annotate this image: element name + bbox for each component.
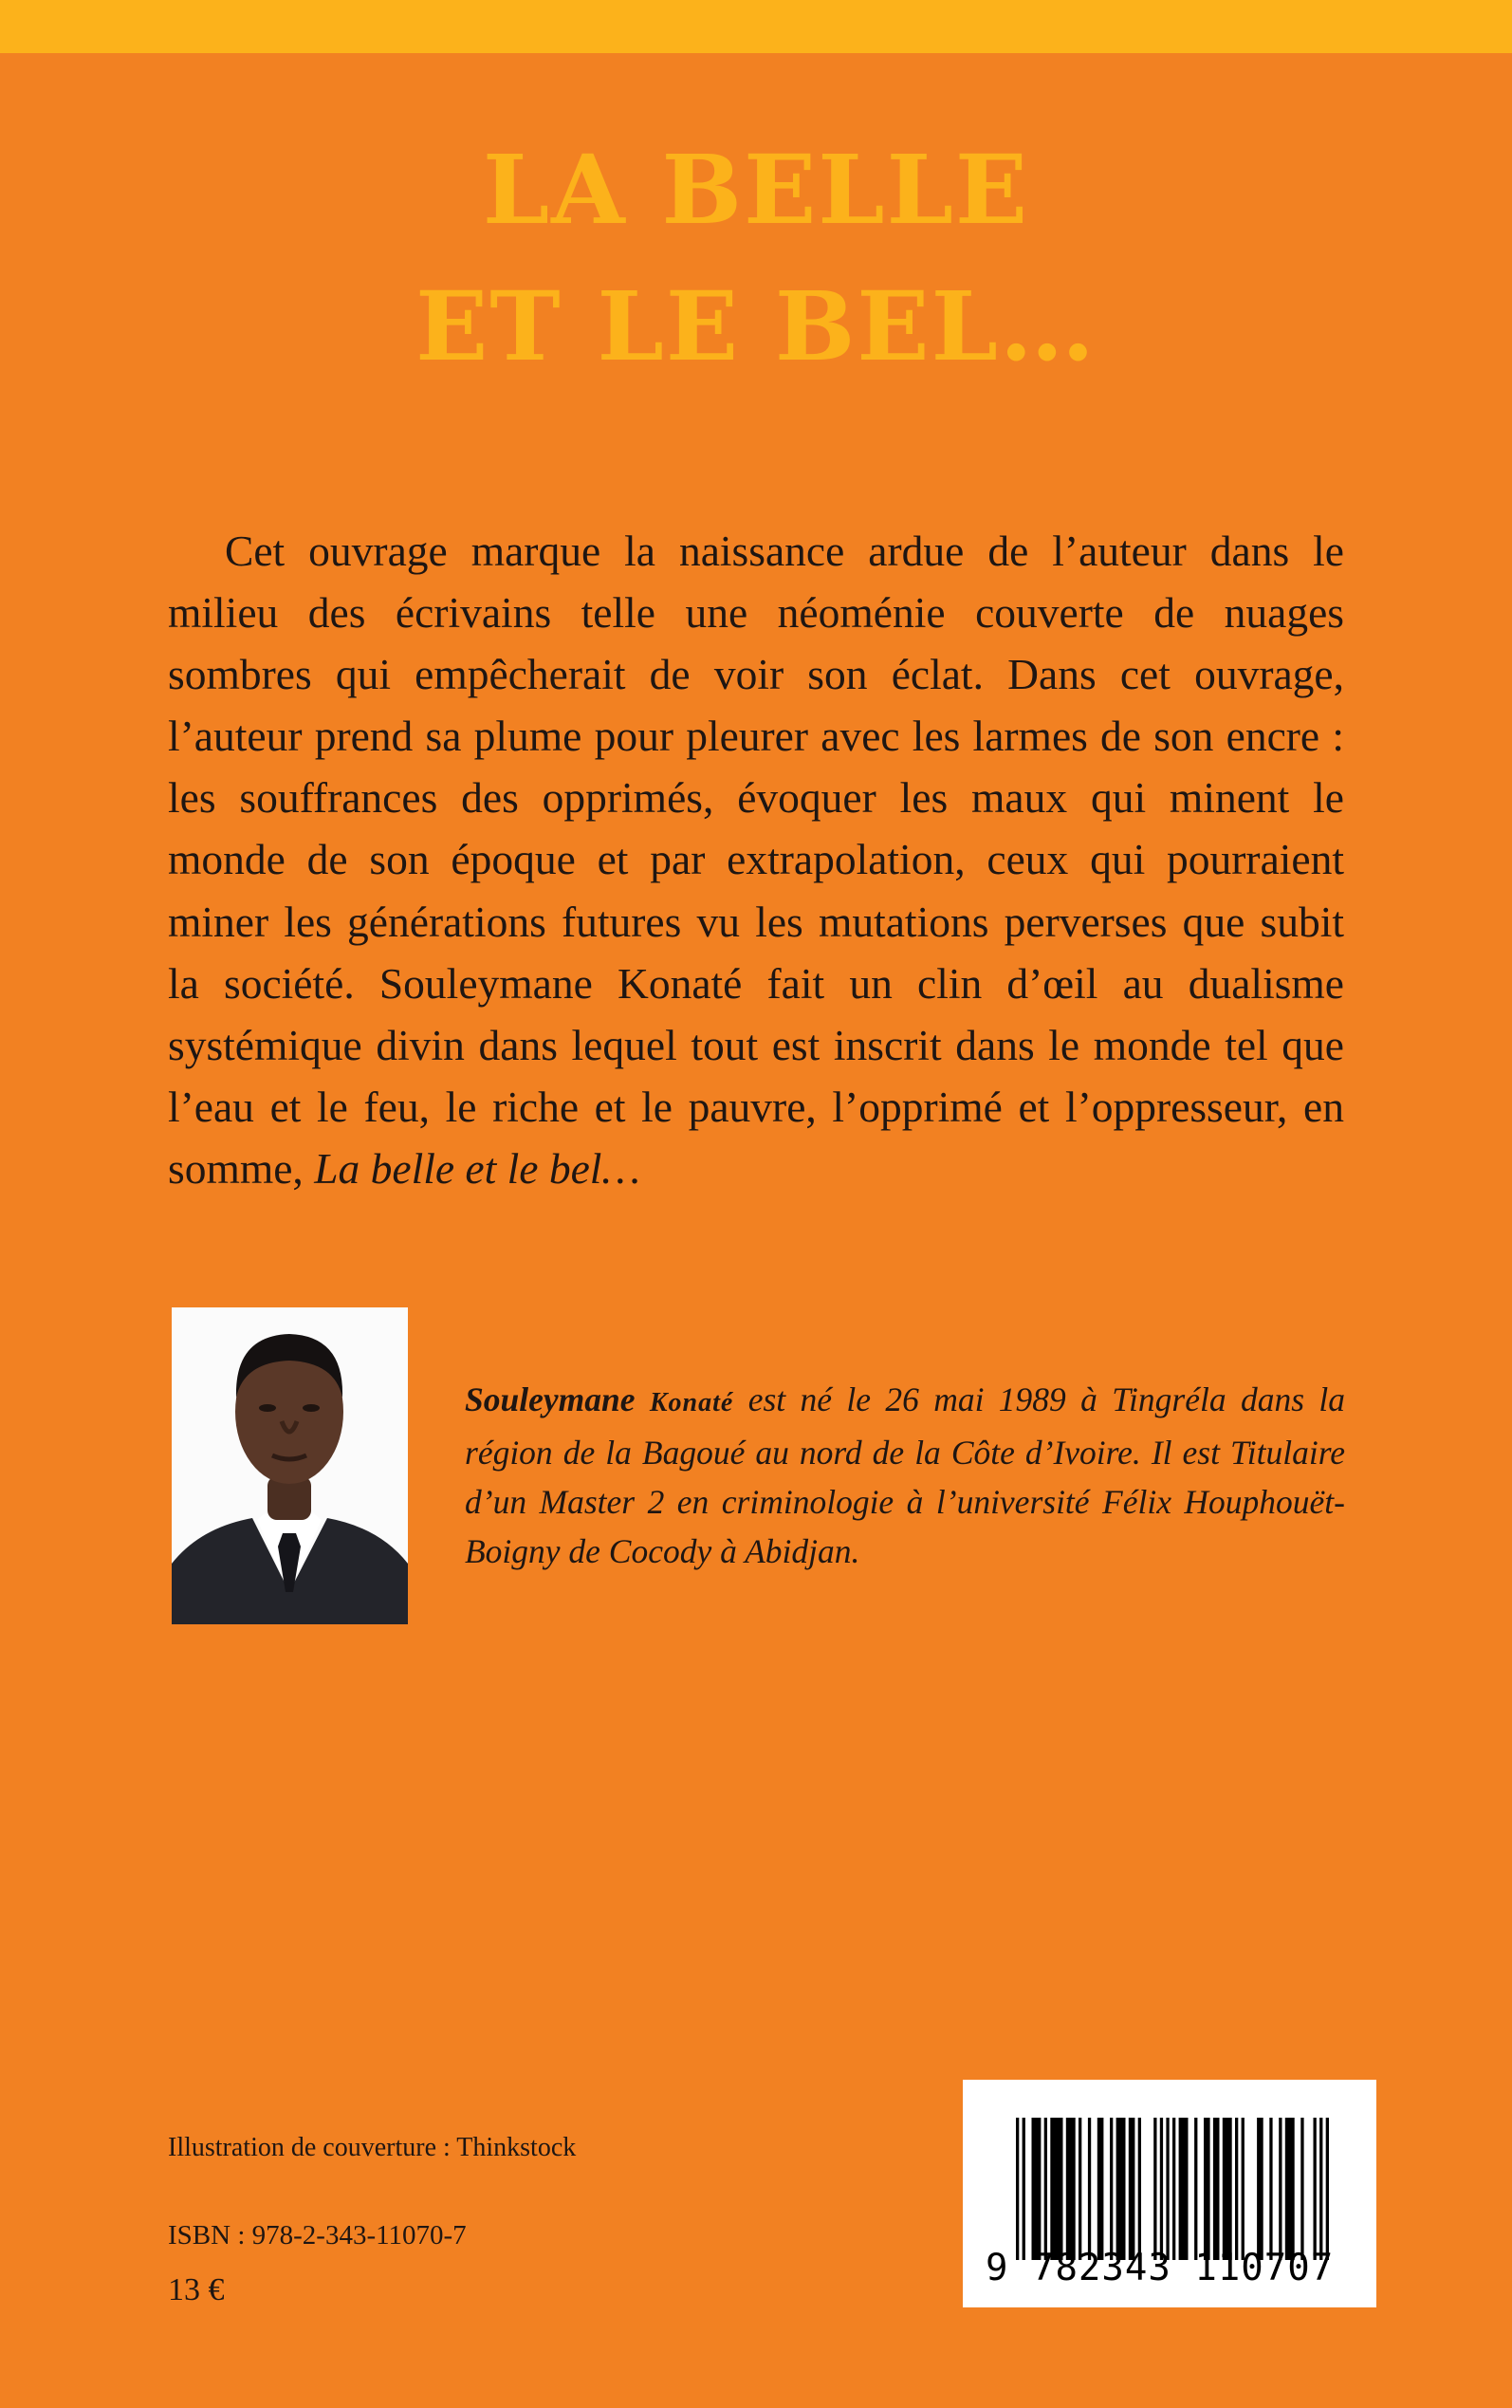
- author-bio-text: est né le 26 mai 1989 à Tingréla dans la région de la Bagoué au nord de la Côte d’Ivoire. Il est Titulaire d’un Master 2 en criminologie à l’université Félix Houphouët-Boigny de Cocody à Abidjan.: [465, 1380, 1346, 1570]
- barcode-bar: [1138, 2118, 1141, 2260]
- barcode-bar: [1116, 2118, 1126, 2260]
- isbn: ISBN : 978-2-343-11070-7: [168, 2220, 467, 2251]
- barcode-bar: [1179, 2118, 1189, 2260]
- barcode-bar: [1314, 2118, 1317, 2260]
- price: 13 €: [168, 2272, 225, 2307]
- book-blurb: [168, 520, 1344, 1199]
- barcode-bar: [1319, 2118, 1322, 2260]
- book-title-line-1: LA BELLE: [482, 134, 1030, 246]
- barcode-bars: [1016, 2118, 1329, 2260]
- barcode-bar: [1110, 2118, 1113, 2260]
- barcode-bar: [1204, 2118, 1210, 2260]
- author-bio: [465, 1375, 1345, 1576]
- barcode-bar: [1326, 2118, 1329, 2260]
- barcode-bar: [1194, 2118, 1197, 2260]
- barcode-bar: [1213, 2118, 1220, 2260]
- author-first-name: Souleymane: [465, 1380, 636, 1418]
- barcode-bar: [1066, 2118, 1076, 2260]
- barcode-bar: [1160, 2118, 1163, 2260]
- author-photo: [172, 1307, 408, 1624]
- barcode-bar: [1300, 2118, 1303, 2260]
- barcode-bar: [1032, 2118, 1042, 2260]
- barcode-bar: [1153, 2118, 1156, 2260]
- barcode-bar: [1016, 2118, 1019, 2260]
- barcode-bar: [1050, 2118, 1062, 2260]
- barcode-bar: [1166, 2118, 1169, 2260]
- blurb-title-reference: La belle et le bel…: [314, 1143, 640, 1193]
- top-color-strip: [0, 0, 1512, 53]
- author-name: [465, 1380, 733, 1418]
- author-last-name: Konaté: [649, 1388, 734, 1417]
- barcode-bar: [1257, 2118, 1263, 2260]
- book-title-line-2: ET LE BEL…: [415, 270, 1097, 382]
- barcode-bar: [1285, 2118, 1295, 2260]
- book-title: [0, 121, 1512, 395]
- blurb-text: Cet ouvrage marque la naissance ardue de l’auteur dans le milieu des écrivains telle une néoménie couverte de nuages sombres qui empêcherait de voir son éclat. Dans cet ouvrage, l’auteur prend sa plume pour pleurer avec les larmes de son encre : les souffrances des opprimés, évoquer les maux qui minent le monde de son époque et par extrapolation, ceux qui pourraient miner les générations futures vu les mutations perverses que subit la société. Souleymane Konaté fait un clin d’œil au dualisme systémique divin dans lequel tout est inscrit dans le monde tel que l’eau et le feu, le riche et le pauvre, l’opprimé et l’oppresseur, en somme,: [168, 527, 1344, 1193]
- barcode-bar: [1235, 2118, 1238, 2260]
- barcode-bar: [1097, 2118, 1104, 2260]
- barcode: [963, 2080, 1376, 2307]
- barcode-bar: [1242, 2118, 1245, 2260]
- barcode-bar: [1269, 2118, 1272, 2260]
- barcode-bar: [1223, 2118, 1232, 2260]
- barcode-bar: [1088, 2118, 1091, 2260]
- barcode-bar: [1079, 2118, 1081, 2260]
- barcode-bar: [1129, 2118, 1135, 2260]
- barcode-bar: [1044, 2118, 1047, 2260]
- barcode-bar: [1279, 2118, 1282, 2260]
- barcode-digits: 9 782343 110707: [986, 2247, 1335, 2289]
- cover-credit: Illustration de couverture : Thinkstock: [168, 2133, 577, 2162]
- barcode-bar: [1023, 2118, 1025, 2260]
- barcode-bar: [1172, 2118, 1175, 2260]
